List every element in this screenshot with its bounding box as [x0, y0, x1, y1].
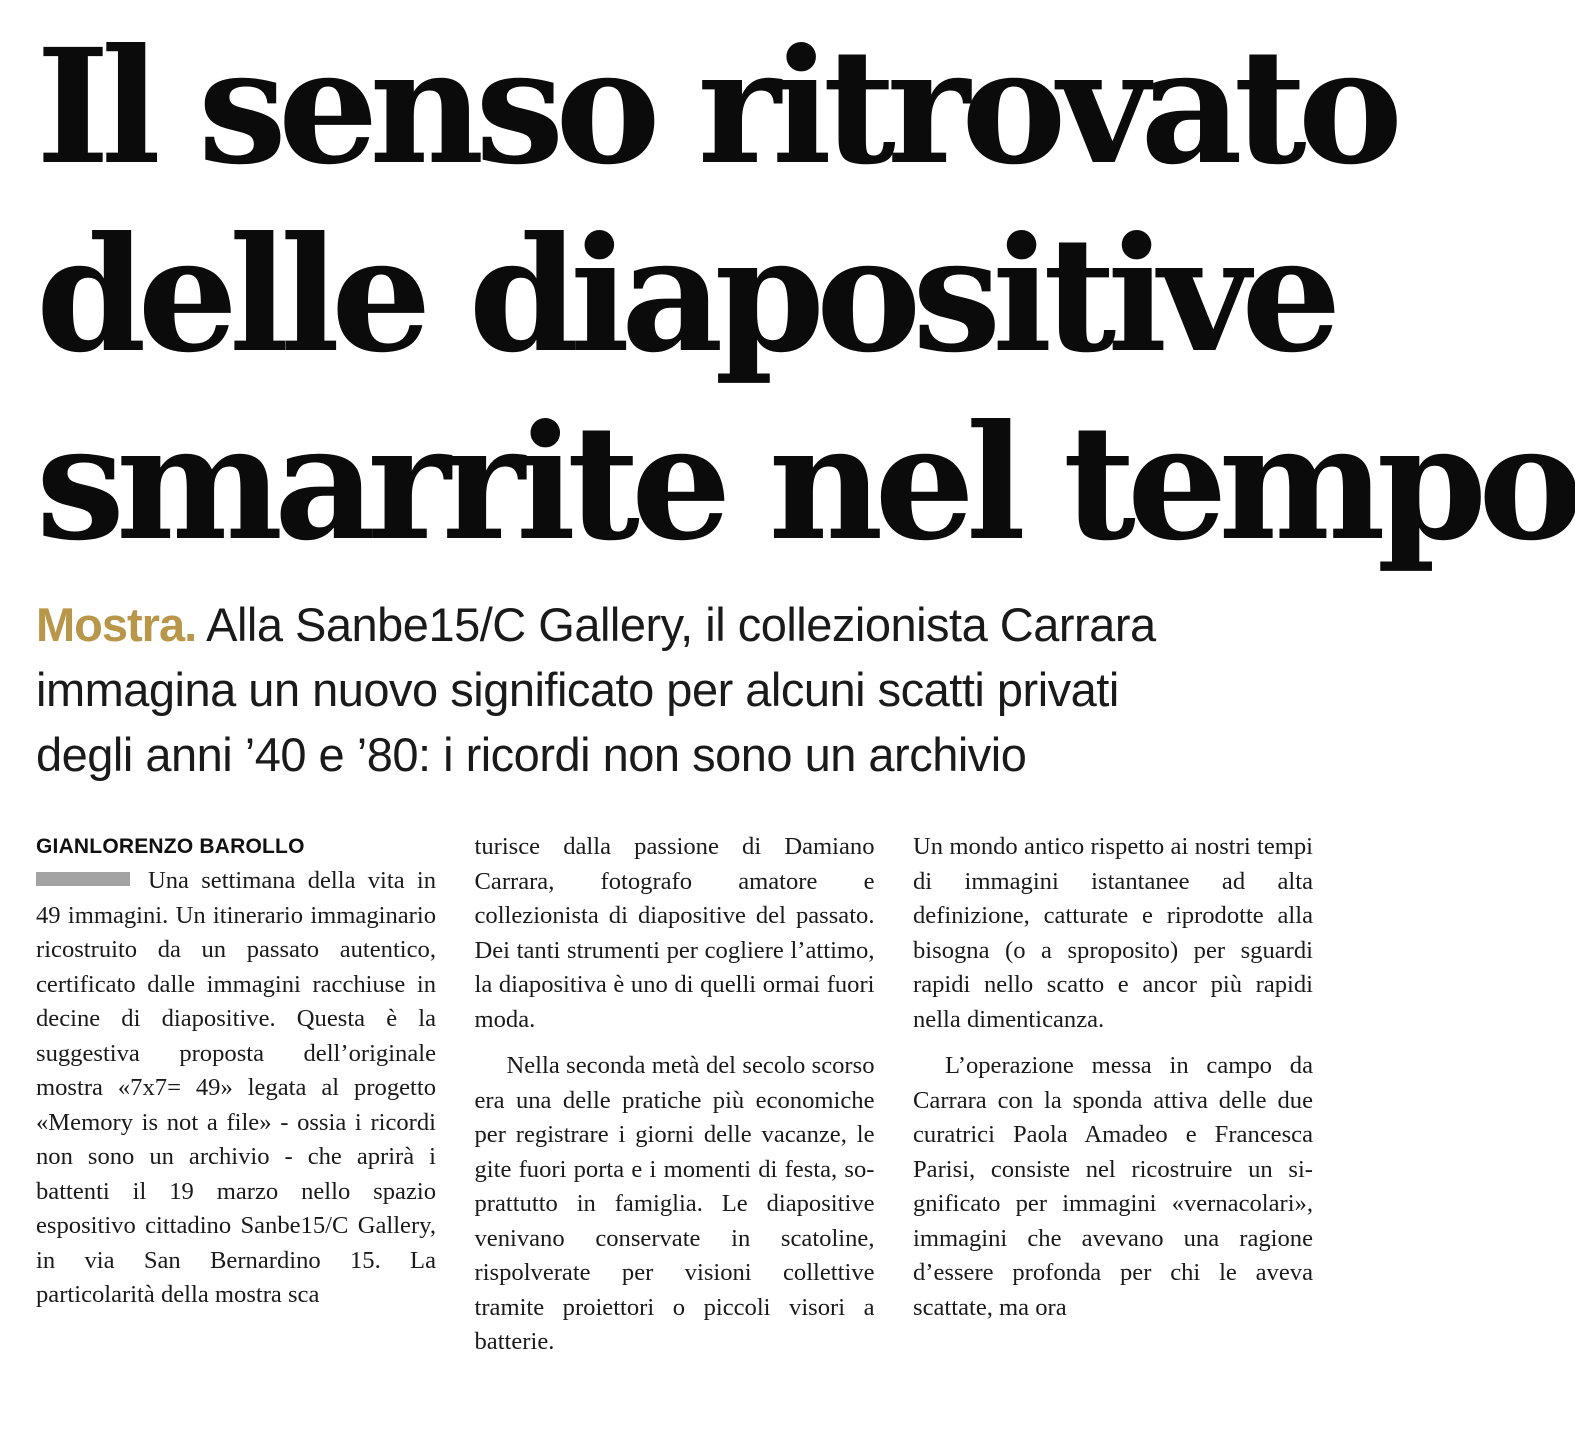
subhead-line-1: [36, 592, 1326, 657]
paragraph: Nella seconda metà del secolo scorso era una delle pratiche più economiche per registrare i giorni delle vacanze, le gite fuori porta e i momenti di festa, soprattutto in famiglia. Le diapositive venivano conservate in scatoline, rispolverate per visioni collettive tramite proiettori o piccoli visori a batterie.: [474, 1052, 875, 1355]
subhead-line-3: degli anni ’40 e ’80: i ricordi non sono un archivio: [36, 728, 1027, 781]
byline: GIANLORENZO BAROLLO: [36, 835, 305, 858]
paragraph: turisce dalla passione di Damiano Carrara, fotografo amatore e collezionista di diapositive del passato. Dei tanti strumenti per cogliere l’attimo, la diapositiva è uno di quelli ormai fuori moda.: [474, 833, 875, 1033]
article-body: [36, 830, 1313, 1420]
headline-line-3: smarrite nel tempo: [36, 391, 1575, 576]
column-1: [36, 830, 436, 1420]
subhead-line-2: immagina un nuovo significato per alcuni scatti privati: [36, 663, 1119, 716]
headline-line-2: delle diapositive: [36, 203, 1333, 388]
kicker: Mostra.: [36, 598, 197, 651]
paragraph: [36, 864, 436, 1313]
headline-line-1: Il senso ritrovato: [36, 15, 1395, 200]
subheadline: [36, 592, 1326, 787]
subhead-text-1: Alla Sanbe15/C Gallery, il collezionista Carrara: [206, 598, 1156, 651]
lead-rule: [36, 872, 130, 886]
column-2: [475, 830, 875, 1420]
paragraph-text: Una settimana della vita in 49 immagini. Un itinerario immaginario ricostruito da un passato autentico, certificato dalle immagini racchiuse in decine di diapositive. Questa è la suggestiva proposta dell’originale mostra «7x7= 49» legata al progetto «Memory is not a file» - ossia i ricordi non sono un archivio - che aprirà i battenti il 19 marzo nello spazio espositivo cittadino Sanbe15/C Gallery, in via San Bernardino 15. La particolarità della mostra sca: [36, 867, 436, 1308]
headline: [36, 14, 1575, 578]
column-3: [913, 830, 1313, 1420]
paragraph: L’operazione messa in campo da Carrara con la sponda attiva delle due curatrici Paola Amadeo e Francesca Parisi, consiste nel ricostruire un significato per immagini «vernacolari», immagini che avevano una ragione d’essere profonda per chi le aveva scattate, ma ora: [913, 1052, 1313, 1321]
paragraph: Un mondo antico rispetto ai nostri tempi di immagini istantanee ad alta definizione, catturate e riprodotte alla bisogna (o a sproposito) per sguardi rapidi nello scatto e ancor più rapidi nella dimenticanza.: [913, 833, 1313, 1033]
